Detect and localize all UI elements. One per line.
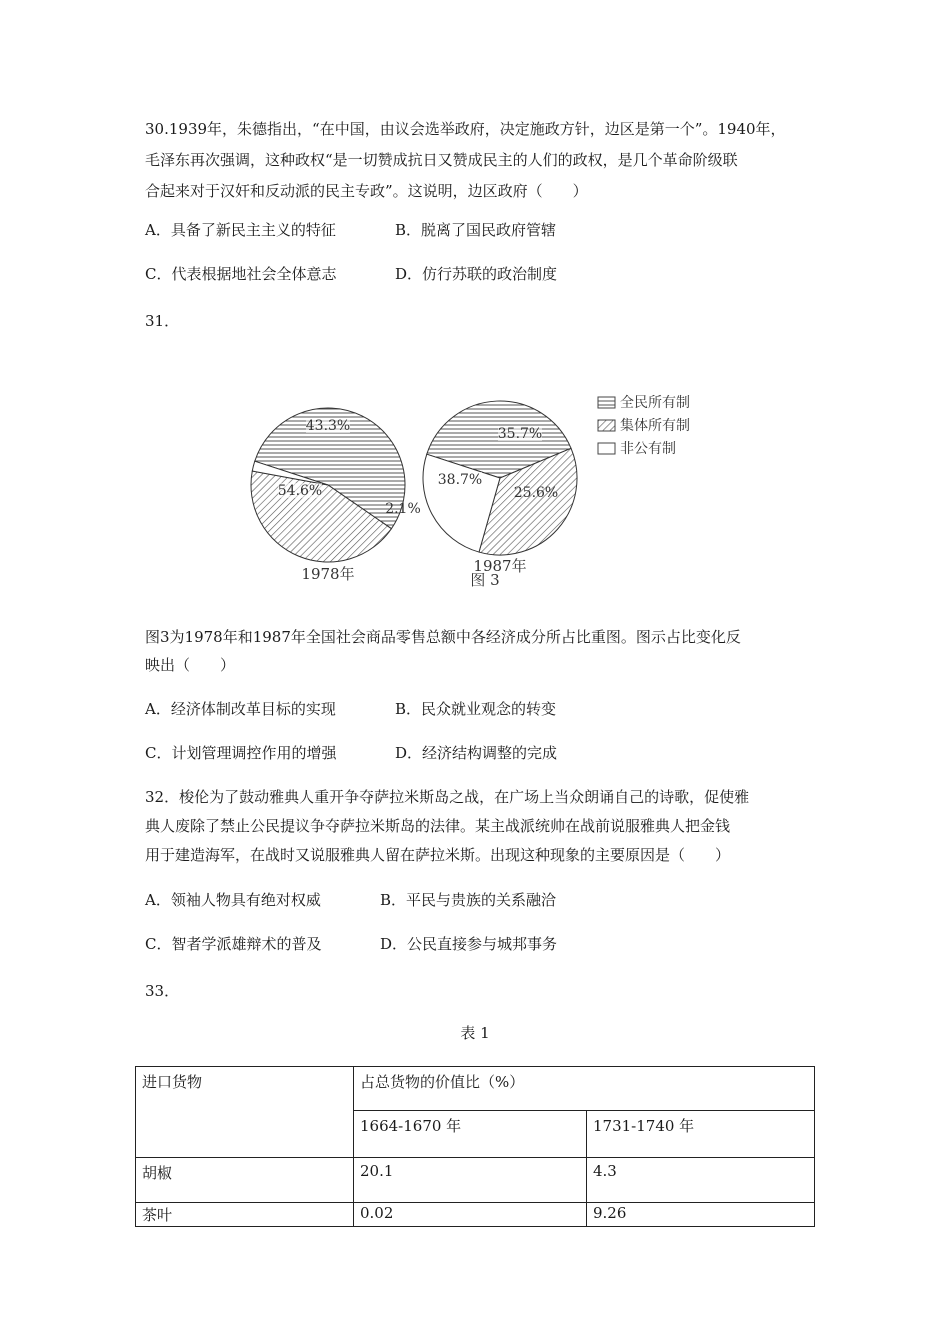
table-row [136,1158,815,1203]
q30-line-2: 毛泽东再次强调，这种政权“是一切赞成抗日又赞成民主的人们的政权，是几个革命阶级联 [145,151,738,169]
q31-option-b[interactable]: B．民众就业观念的转变 [395,700,557,718]
table-cell-value: 20.1 [354,1158,587,1203]
q30-line-3: 合起来对于汉奸和反动派的民主专政”。这说明，边区政府（ ） [145,182,588,200]
figure-caption: 图 3 [470,571,500,589]
q31-option-a[interactable]: A．经济体制改革目标的实现 [145,700,336,718]
table-header-row [136,1067,815,1111]
q32-options-row-2 [145,933,557,954]
table-cell-item: 茶叶 [136,1203,354,1227]
pie-data-label: 54.6% [277,483,323,499]
q31-number: 31． [145,312,180,330]
q32-options-row-1 [145,889,556,910]
table-header-goods: 进口货物 [136,1067,354,1158]
table-cell-value: 9.26 [587,1203,815,1227]
table-row [136,1203,815,1227]
q33-number: 33． [145,982,180,1000]
pie-year-label: 1978年 [301,565,355,583]
table-header-value-share: 占总货物的价值比（%） [354,1067,815,1111]
legend-swatch-collective [598,420,615,431]
pie-data-label: 35.7% [497,426,543,442]
q32-line-3: 用于建造海军，在战时又说服雅典人留在萨拉米斯。出现这种现象的主要原因是（ ） [145,846,731,864]
pie-year-label: 1987年 [473,557,527,575]
pie-data-label: 2.1% [385,501,421,517]
pie-data-label: 43.3% [305,418,351,434]
q31-options-row-1 [145,698,556,719]
q32-option-d[interactable]: D．公民直接参与城邦事务 [380,935,558,953]
q30-option-d[interactable]: D．仿行苏联的政治制度 [395,265,558,283]
q32-option-b[interactable]: B．平民与贵族的关系融洽 [380,891,557,909]
table-header-period-1: 1664-1670 年 [354,1111,587,1158]
legend-label-collective: 集体所有制 [620,418,690,434]
q31-line-2: 映出（ ） [145,656,236,674]
pie-data-label: 38.7% [437,472,483,488]
table-header-period-2: 1731-1740 年 [587,1111,815,1158]
table-cell-value: 0.02 [354,1203,587,1227]
q32-option-c[interactable]: C．智者学派雄辩术的普及 [145,935,322,953]
legend-swatch-state [598,397,615,408]
pies-group [251,401,577,583]
q30-option-b[interactable]: B．脱离了国民政府管辖 [395,221,557,239]
q30-option-a[interactable]: A．具备了新民主主义的特征 [145,221,336,239]
q30-options-row-2 [145,263,557,284]
legend-label-nonpublic: 非公有制 [620,441,676,457]
table-cell-value: 4.3 [587,1158,815,1203]
chart-legend [598,395,690,457]
legend-swatch-nonpublic [598,443,615,454]
q30-line-1: 30.1939年，朱德指出，“在中国，由议会选举政府，决定施政方针，边区是第一个”。1940年， [145,120,786,138]
q32-line-1: 32．梭伦为了鼓动雅典人重开争夺萨拉米斯岛之战，在广场上当众朗诵自己的诗歌，促使雅 [145,788,750,806]
import-goods-table [135,1066,815,1227]
q30-option-c[interactable]: C．代表根据地社会全体意志 [145,265,337,283]
pie-chart-figure [250,380,720,595]
table-title: 表 1 [460,1024,490,1042]
q31-line-1: 图3为1978年和1987年全国社会商品零售总额中各经济成分所占比重图。图示占比变化反 [145,628,741,646]
q32-option-a[interactable]: A．领袖人物具有绝对权威 [145,891,321,909]
q31-options-row-2 [145,742,557,763]
q30-options-row-1 [145,219,556,240]
legend-label-state: 全民所有制 [620,395,690,411]
q32-line-2: 典人废除了禁止公民提议争夺萨拉米斯岛的法律。某主战派统帅在战前说服雅典人把金钱 [145,817,731,835]
q31-option-c[interactable]: C．计划管理调控作用的增强 [145,744,337,762]
table-cell-item: 胡椒 [136,1158,354,1203]
q31-option-d[interactable]: D．经济结构调整的完成 [395,744,558,762]
pie-data-label: 25.6% [513,485,559,501]
